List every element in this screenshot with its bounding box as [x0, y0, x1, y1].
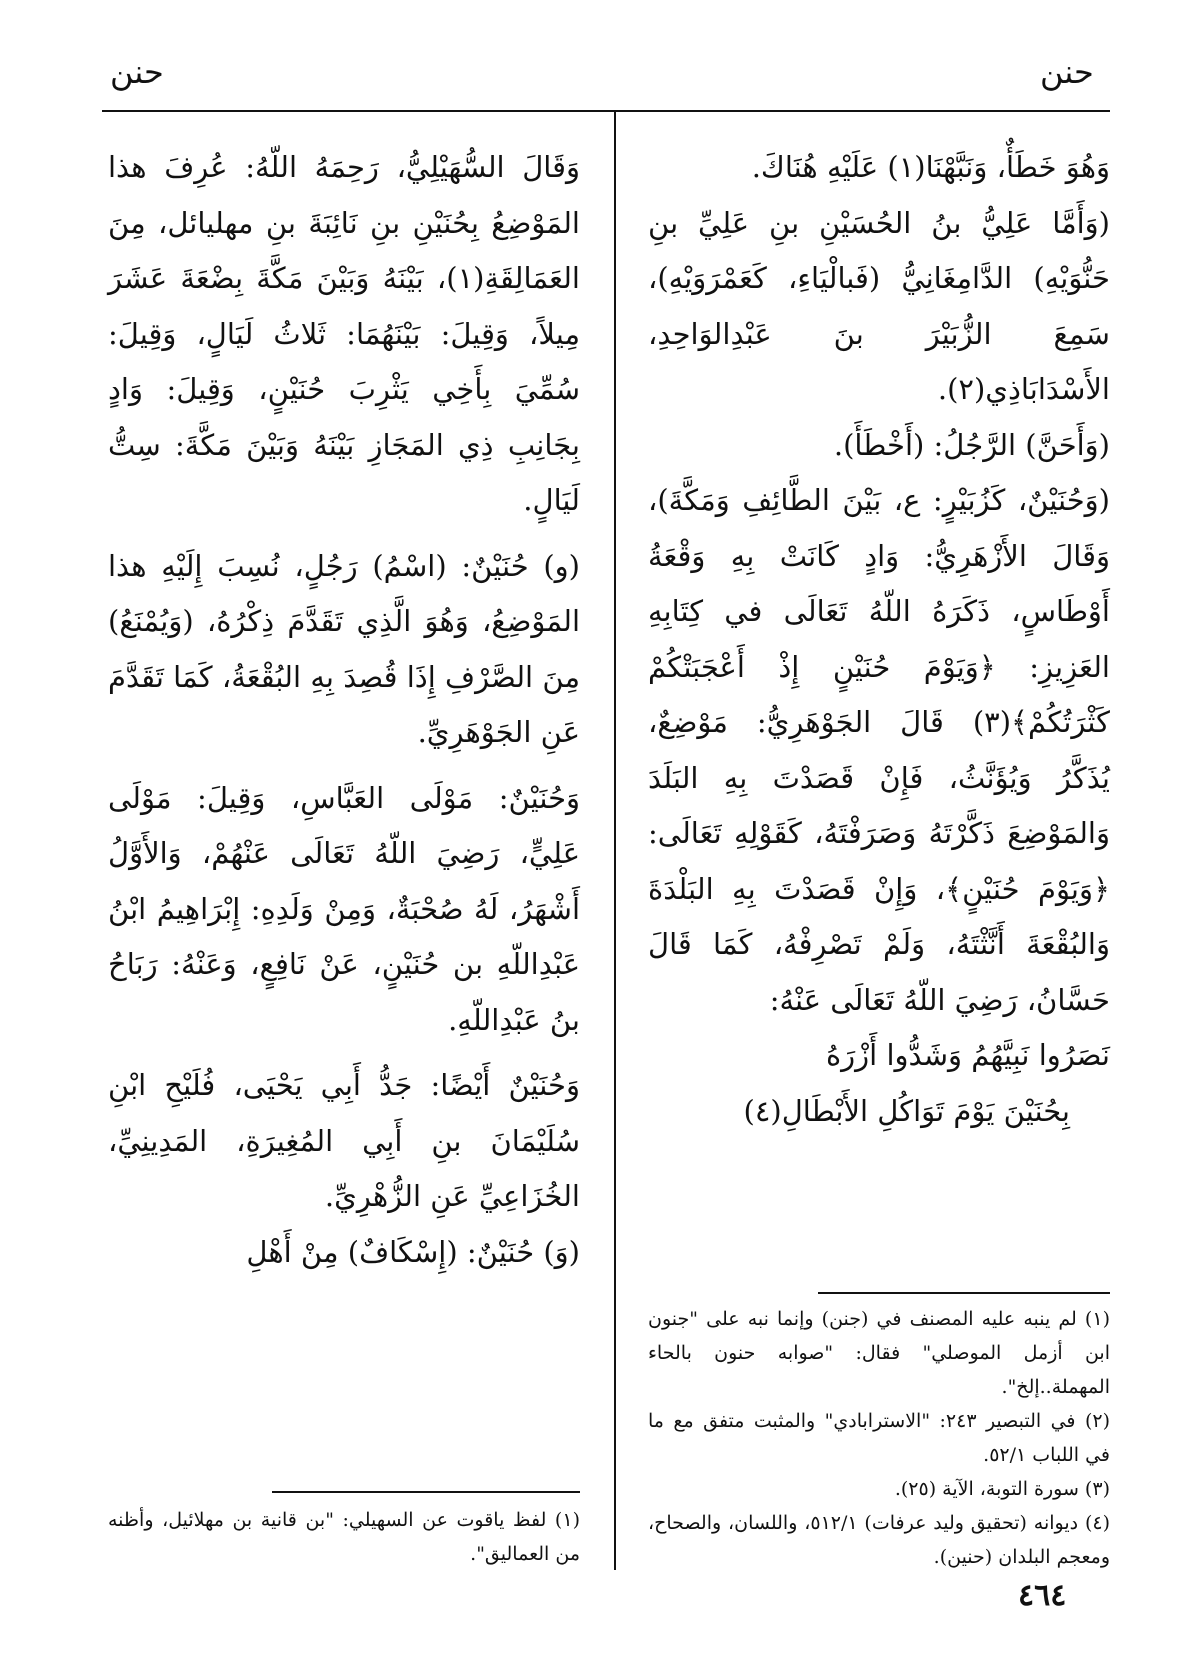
verse-line-1: نَصَرُوا نَبِيَّهُمُ وَشَدُّوا أَزْرَهُ — [825, 1038, 1110, 1072]
footnotes-right — [648, 1302, 1110, 1574]
page-number: ٤٦٤ — [1018, 1578, 1067, 1613]
footnote: (٤) ديوانه (تحقيق وليد عرفات) ٥١٢/١، واللسان، والصحاح، ومعجم البلدان (حنين). — [648, 1512, 1110, 1568]
paragraph: (وَأَحَنَّ) الرَّجُلُ: (أَخْطَأَ). — [833, 427, 1110, 462]
left-column — [108, 140, 580, 1280]
running-head-left: حنن — [110, 53, 164, 91]
paragraph: وَقَالَ السُّهَيْلِيُّ، رَحِمَهُ اللّهُ: عُرِفَ هذا المَوْضِعُ بِحُنَيْنِ بنِ نَائِبَةَ بنِ مهليائل، مِنَ العَمَالِقَةِ(١)، بَيْنَهُ وَبَيْنَ مَكَّةَ بِضْعَةَ عَشَرَ مِيلاً، وَقِيلَ: بَيْنَهُمَا: ثَلاثُ لَيَالٍ، وَقِيلَ: سُمِّيَ بِأَخِي يَثْرِبَ حُنَيْنٍ، وَقِيلَ: وَادٍ بِجَانِبِ ذِي المَجَازِ بَيْنَهُ وَبَيْنَ مَكَّةَ: سِتُّ لَيَالٍ. — [108, 150, 580, 517]
footnotes-left — [108, 1503, 580, 1571]
column-divider — [614, 112, 616, 1570]
header-rule — [102, 110, 1110, 112]
paragraph: وَحُنَيْنٌ أَيْضًا: جَدُّ أَبِي يَحْيَى، فُلَيْحِ ابْنِ سُلَيْمَانَ بنِ أَبِي المُغِيرَةِ، المَدِينِيِّ، الخُزَاعِيِّ عَنِ الزُّهْرِيِّ. — [108, 1068, 580, 1213]
footnote: (٣) سورة التوبة، الآية (٢٥). — [894, 1478, 1110, 1500]
paragraph: وَحُنَيْنٌ: مَوْلَى العَبَّاسِ، وَقِيلَ: مَوْلَى عَلِيٍّ، رَضِيَ اللّهُ تَعَالَى عَنْهُمْ، وَالأَوَّلُ أَشْهَرُ، لَهُ صُحْبَةٌ، وَمِنْ وَلَدِهِ: إِبْرَاهِيمُ ابْنُ عَبْدِاللّهِ بن حُنَيْنٍ، عَنْ نَافِعٍ، وَعَنْهُ: رَبَاحُ بنُ عَبْدِاللّهِ. — [108, 780, 580, 1037]
running-head-right: حنن — [1040, 53, 1094, 91]
footnote-rule-right — [818, 1292, 1110, 1294]
paragraph: (وَحُنَيْنٌ، كَزُبَيْرٍ: ع، بَيْنَ الطَّائِفِ وَمَكَّةَ)، وَقَالَ الأَزْهَرِيُّ: وَادٍ كَانَتْ بِهِ وَقْعَةُ أَوْطَاسٍ، ذَكَرَهُ اللّهُ تَعَالَى في كِتَابِهِ العَزِيزِ: ﴿وَيَوْمَ حُنَيْنٍ إِذْ أَعْجَبَتْكُمْ كَثْرَتُكُمْ﴾(٣) قَالَ الجَوْهَرِيُّ: مَوْضِعٌ، يُذَكَّرُ وَيُؤَنَّثُ، فَإِنْ قَصَدْتَ بِهِ البَلَدَ وَالمَوْضِعَ ذَكَّرْتَهُ وَصَرَفْتَهُ، كَقَوْلِهِ تَعَالَى: ﴿وَيَوْمَ حُنَيْنٍ﴾، وَإِنْ قَصَدْتَ بِهِ البَلْدَةَ وَالبُقْعَةَ أَنَّثْتَهُ، وَلَمْ تَصْرِفْهُ، كَمَا قَالَ حَسَّانُ، رَضِيَ اللّهُ تَعَالَى عَنْهُ: — [648, 483, 1110, 1017]
footnote: (١) لم ينبه عليه المصنف في (جنن) وإنما نبه على "جنون ابن أزمل الموصلي" فقال: "صوابه حنون بالحاء المهملة..إلخ". — [648, 1308, 1110, 1398]
footnote: (٢) في التبصير ٢٤٣: "الاسترابادي" والمثبت متفق مع ما في اللباب ٥٢/١. — [648, 1410, 1110, 1466]
paragraph: (و) حُنَيْنٌ: (اسْمُ) رَجُلٍ، نُسِبَ إِلَيْهِ هذا المَوْضِعُ، وَهُوَ الَّذِي تَقَدَّمَ ذِكْرُهُ، (وَيُمْنَعُ) مِنَ الصَّرْفِ إِذَا قُصِدَ بِهِ البُقْعَةُ، كَمَا تَقَدَّمَ عَنِ الجَوْهَرِيِّ. — [108, 548, 580, 749]
verse-line-2: بِحُنَيْنَ يَوْمَ تَوَاكُلِ الأَبْطَالِ(٤) — [743, 1093, 1070, 1128]
paragraph: (وَ) حُنَيْنٌ: (إِسْكَافٌ) مِنْ أَهْلِ — [246, 1234, 580, 1269]
footnote-rule-left — [272, 1491, 580, 1493]
paragraph: (وَأَمَّا عَلِيُّ بنُ الحُسَيْنِ بنِ عَلِيِّ بنِ حَنُّوَيْهِ) الدَّامِغَانِيُّ (فَبالْيَاءِ، كَعَمْرَوَيْهِ)، سَمِعَ الزُّبَيْرَ بنَ عَبْدِالوَاحِدِ، الأَسْدَابَاذِي(٢). — [648, 205, 1110, 406]
right-column — [648, 140, 1110, 1139]
paragraph: وَهُوَ خَطَأٌ، وَنَبَّهْنَا(١) عَلَيْهِ هُنَاكَ. — [751, 150, 1110, 184]
footnote: (١) لفظ ياقوت عن السهيلي: "بن قانية بن مهلائيل، وأظنه من العماليق". — [108, 1509, 580, 1565]
